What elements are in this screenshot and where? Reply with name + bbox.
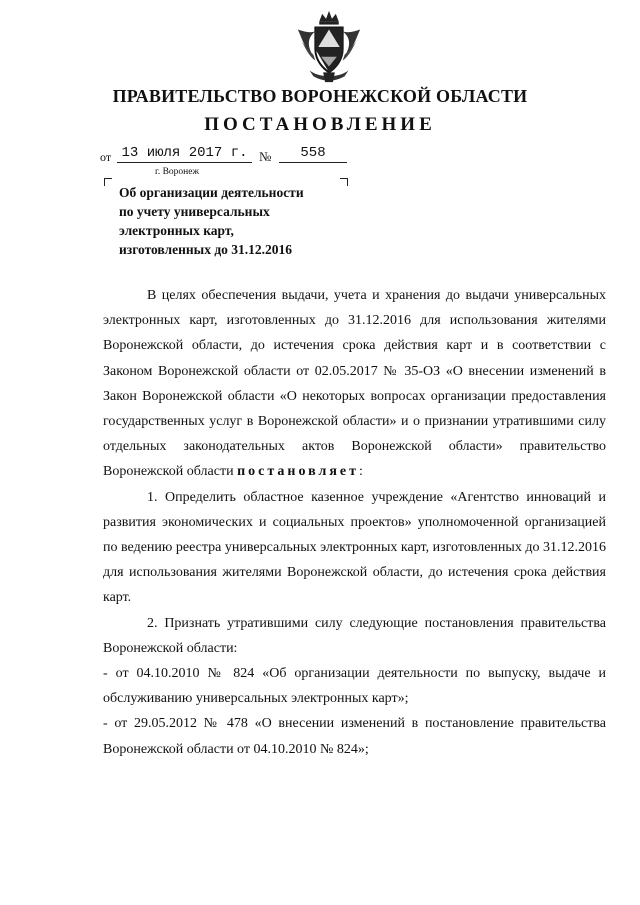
date-prefix: от xyxy=(100,150,112,164)
document-type: ПОСТАНОВЛЕНИЕ xyxy=(204,114,436,135)
resolves-colon: : xyxy=(359,464,363,480)
preamble-text: В целях обеспечения выдачи, учета и хранения до выдачи универсальных электронных карт, изготовленных до 31.12.2016 для использования жителями Воронежской области, до истечения срока действия карт и в соответствии с Законом Воронежской области от 02.05.2017 № 35-ОЗ «О внесении изменений в Закон Воронежской области «О некоторых вопросах организации предоставления государственных услуг в Воронежской области» и о признании утратившими силу отдельных законодательных актов Воронежской области» правительство Воронежской области xyxy=(103,288,606,480)
number-sign: № xyxy=(259,149,272,164)
subject-bracket-left xyxy=(104,178,112,186)
voronezh-coat-of-arms-icon xyxy=(290,8,368,86)
repealed-act-1: - от 04.10.2010 № 824 «Об организации деятельности по выпуску, выдаче и обслуживанию универсальных электронных карт»; xyxy=(103,666,606,707)
document-number: 558 xyxy=(279,145,347,163)
government-name: ПРАВИТЕЛЬСТВО ВОРОНЕЖСКОЙ ОБЛАСТИ xyxy=(112,86,528,106)
subject-line: изготовленных до 31.12.2016 xyxy=(119,242,293,257)
subject-line: электронных карт, xyxy=(119,223,234,238)
subject-line: по учету универсальных xyxy=(119,204,270,219)
preamble-paragraph xyxy=(103,283,606,485)
subject-line: Об организации деятельности xyxy=(119,185,304,200)
item-1: 1. Определить областное казенное учреждение «Агентство инноваций и развития экономических и социальных проектов» уполномоченной организацией по ведению реестра универсальных электронных карт, изготовленных до 31.12.2016 для использования жителями Воронежской области, до истечения срока действия карт. xyxy=(103,489,606,606)
document-date: 13 июля 2017 г. xyxy=(117,145,252,163)
document-body xyxy=(103,283,606,762)
item-2: 2. Признать утратившими силу следующие постановления правительства Воронежской области: xyxy=(103,615,606,656)
repealed-act-2: - от 29.05.2012 № 478 «О внесении изменений в постановление правительства Воронежской области от 04.10.2010 № 824»; xyxy=(103,716,606,757)
resolves-word: постановляет xyxy=(237,464,360,480)
document-city: г. Воронеж xyxy=(155,167,200,177)
document-subject xyxy=(119,183,349,259)
